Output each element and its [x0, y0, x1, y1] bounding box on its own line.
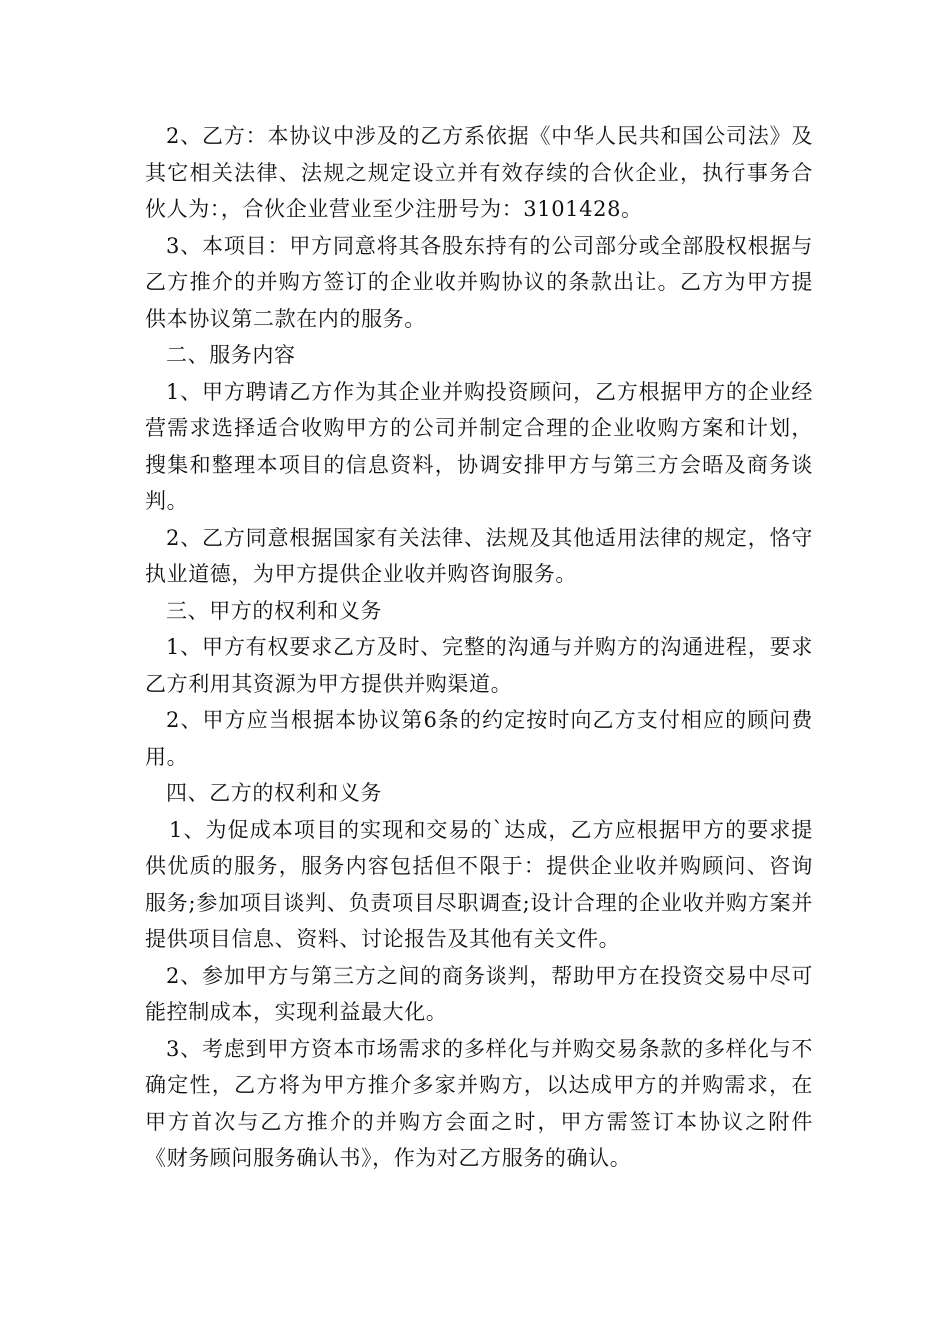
paragraph-party-a-right-1: 1、甲方有权要求乙方及时、完整的沟通与并购方的沟通进程，要求乙方利用其资源为甲方提供并购渠道。 — [145, 635, 813, 696]
paragraph-party-b-right-2: 2、参加甲方与第三方之间的商务谈判，帮助甲方在投资交易中尽可能控制成本，实现利益最大化。 — [145, 963, 813, 1024]
paragraph-party-b-right-3: 3、考虑到甲方资本市场需求的多样化与并购交易条款的多样化与不确定性，乙方将为甲方推介多家并购方，以达成甲方的并购需求，在甲方首次与乙方推介的并购方会面之时，甲方需签订本协议之附件《财务顾问服务确认书》，作为对乙方服务的确认。 — [145, 1036, 813, 1170]
section-heading-party-a-rights: 三、甲方的权利和义务 — [166, 598, 382, 623]
section-heading-party-b-rights: 四、乙方的权利和义务 — [166, 781, 382, 805]
paragraph-party-a-right-2: 2、甲方应当根据本协议第6条的约定按时向乙方支付相应的顾问费用。 — [145, 708, 813, 769]
section-heading-service-content: 二、服务内容 — [166, 343, 296, 367]
document-body — [145, 118, 813, 1177]
paragraph-service-2: 2、乙方同意根据国家有关法律、法规及其他适用法律的规定，恪守执业道德，为甲方提供企业收并购咨询服务。 — [145, 525, 813, 586]
paragraph-service-1: 1、甲方聘请乙方作为其企业并购投资顾问，乙方根据甲方的企业经营需求选择适合收购甲方的公司并制定合理的企业收购方案和计划，搜集和整理本项目的信息资料，协调安排甲方与第三方会晤及商务谈判。 — [145, 379, 813, 513]
paragraph-party-b-right-1: 1、为促成本项目的实现和交易的`达成，乙方应根据甲方的要求提供优质的服务，服务内容包括但不限于：提供企业收并购顾问、咨询服务;参加项目谈判、负责项目尽职调查;设计合理的企业收并购方案并提供项目信息、资料、讨论报告及其他有关文件。 — [145, 817, 813, 951]
paragraph-party-b-definition: 2、乙方：本协议中涉及的乙方系依据《中华人民共和国公司法》及其它相关法律、法规之规定设立并有效存续的合伙企业，执行事务合伙人为：，合伙企业营业至少注册号为：3101428。 — [145, 124, 813, 221]
paragraph-project-definition: 3、本项目：甲方同意将其各股东持有的公司部分或全部股权根据与乙方推介的并购方签订的企业收并购协议的条款出让。乙方为甲方提供本协议第二款在内的服务。 — [145, 233, 813, 331]
